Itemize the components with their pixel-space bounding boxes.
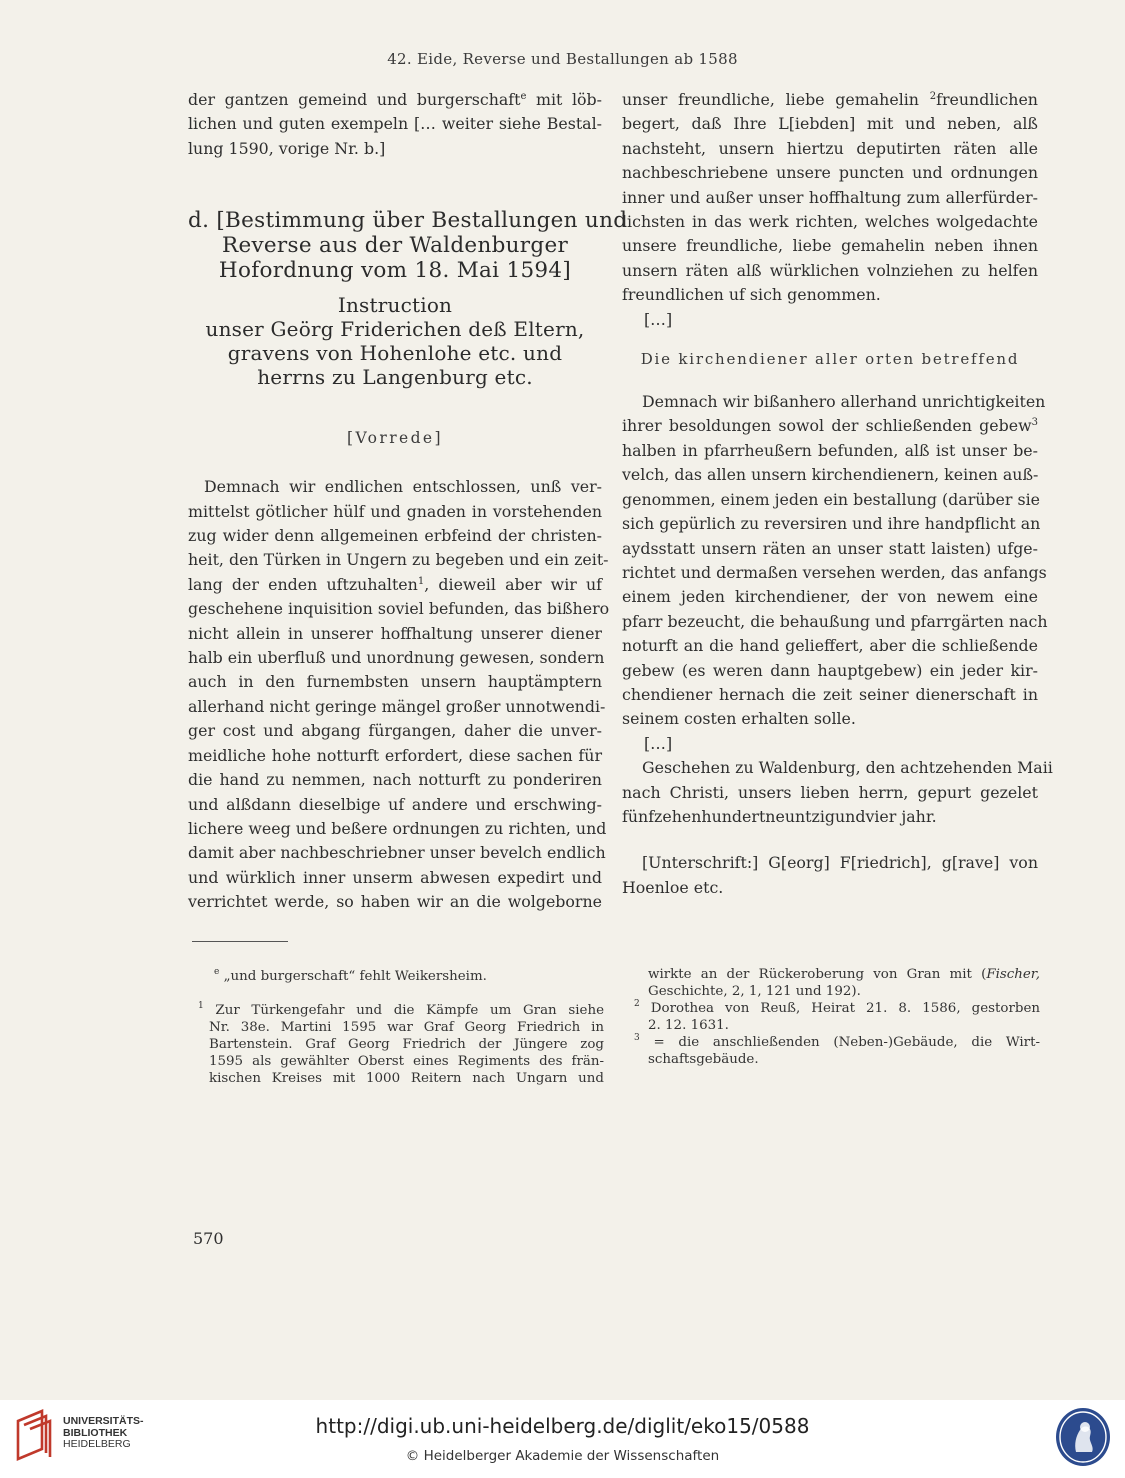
vorrede-heading: [Vorrede] — [347, 429, 443, 448]
footnote-marker-2: 2 — [929, 91, 937, 102]
footnote-marker-3: 3 — [1031, 417, 1038, 429]
university-library-name: UNIVERSITÄTS- BIBLIOTHEK HEIDELBERG — [63, 1415, 144, 1450]
ellipsis-1: […] — [644, 309, 673, 329]
right-paragraph-2: Demnach wir bißanhero allerhand unrichtigkeiten ihrer besoldungen sowol der schließenden gebew$^3$ halben in pfarrheußern befunden, alß ist unser be- velch, das allen unsern kirchendienern, keinen auß- genommen, einem jeden ein bestallung (darüber sie sich gepürlich zu reversiren und ihre handpflicht an aydsstatt unsern räten an unser statt laisten) ufge- richtet und dermaßen versehen werden, das anfangs einem jeden kirchendiener, der von newem eine pfarr bezeucht, die behaußung und pfarrgärten nach noturft an die hand gelieffert, aber die schließende gebew (es weren dann hauptgebew) ein jeder kir- chendiener hernach die zeit seiner dienerschaft in seinem costen erhalten solle. — [622, 392, 1048, 729]
footnotes-left — [192, 968, 604, 1087]
right-paragraph-1: unser freundliche, liebe gemahelin $^2$freundlichen begert, daß Ihre L[iebden] mit und neben, alß nachsteht, unsern hiertzu deputirten räten alle nachbeschriebene unsere puncten und ordnungen inner und außer unser hoffhaltung zum allerfürder- lichsten in das werk richten, welches wolgedachte unsere freundliche, liebe gemahelin neben ihnen unsern räten alß würklichen volnziehen zu helfen freundlichen uf sich genommen. — [622, 90, 1038, 305]
section-title-kirchendiener: Die kirchendiener aller orten betreffend — [640, 350, 1020, 369]
section-heading-d: d. [Bestimmung über Bestallungen und Reverse aus der Waldenburger Hofordnung vom 18. Mai 1594] — [188, 208, 628, 284]
viewer-footer — [0, 1400, 1125, 1478]
right-paragraph-3: Geschehen zu Waldenburg, den achtzehenden Maii nach Christi, unsers lieben herrn, gepurt gezelet fünfzehenhundertneuntzigundvier jahr. — [622, 758, 1053, 826]
footnotes-right — [634, 966, 1040, 1068]
copyright-notice: © Heidelberger Akademie der Wissenschaften — [405, 1448, 720, 1464]
footnote-1: $^1$ Zur Türkengefahr und die Kämpfe um Gran siehe Nr. 38e. Martini 1595 war Graf Georg Friedrich in Bartenstein. Graf Georg Friedrich der Jüngere zog 1595 als gewählter Oberst eines Regiments des frän- kischen Kreises mit 1000 Reitern nach Ungarn und — [198, 1001, 604, 1086]
footnote-e: $^e$ „und burgerschaft“ fehlt Weikersheim. — [214, 967, 487, 984]
signature-line: [Unterschrift:] G[eorg] F[riedrich], g[rave] von Hoenloe etc. — [622, 853, 1038, 897]
ellipsis-2: […] — [644, 733, 673, 753]
academy-seal-icon — [1054, 1406, 1112, 1468]
instruction-title: Instruction unser Geörg Friderichen deß Eltern, gravens von Hohenlohe etc. und herrns zu Langenburg etc. — [205, 293, 585, 390]
footnote-marker-1: 1 — [417, 575, 425, 587]
page-number: 570 — [193, 1229, 224, 1248]
footnote-rule — [192, 941, 288, 942]
running-head: 42. Eide, Reverse und Bestallungen ab 1588 — [387, 50, 738, 68]
left-column — [188, 88, 628, 915]
footnote-1-continued: wirkte an der Rückeroberung von Gran mit (Fischer, Geschichte, 2, 1, 121 und 192). — [648, 967, 1040, 999]
right-column — [622, 88, 1053, 900]
permalink-url[interactable]: http://digi.ub.uni-heidelberg.de/diglit/eko15/0588 — [315, 1414, 810, 1438]
footnote-3: $^3$ = die anschließenden (Neben-)Gebäude, die Wirt- schaftsgebäude. — [634, 1033, 1040, 1067]
left-paragraph-1: der gantzen gemeind und burgerschaft$^e$ mit löb- lichen und guten exempeln [… weiter siehe Bestal- lung 1590, vorige Nr. b.] — [188, 90, 602, 158]
left-paragraph-2: Demnach wir endlichen entschlossen, unß ver- mittelst götlicher hülf und gnaden in vorstehenden zug wider denn allgemeinen erbfeind der christen- heit, den Türken in Ungern zu begeben und ein zeit- lang der enden uftzuhalten$^1$, dieweil aber wir uf geschehene inquisition soviel befunden, das bißhero nicht allein in unserer hoffhaltung unserer diener halb ein uberfluß und unordnung gewesen, sondern auch in den furnembsten unsern hauptämptern allerhand nicht geringe mängel großer unnotwendi- ger cost und abgang fürgangen, daher die unver- meidliche hohe notturft erfordert, diese sachen für die hand zu nemmen, nach notturft zu ponderiren und alßdann dieselbige uf andere und erschwing- lichere weeg und beßere ordnungen zu richten, und damit aber nachbeschriebner unser bevelch endlich und würklich inner unserm abwesen expedirt und verrichtet werde, so haben wir an die wolgeborne — [188, 477, 610, 912]
footnote-marker-e: e — [520, 91, 527, 102]
footnote-2: $^2$ Dorothea von Reuß, Heirat 21. 8. 1586, gestorben 2. 12. 1631. — [634, 999, 1040, 1033]
